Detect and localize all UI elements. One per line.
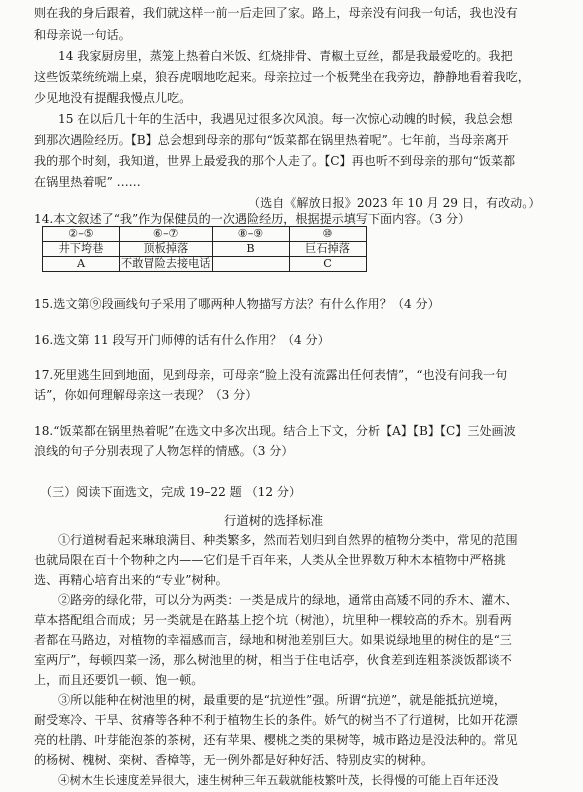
- passage-line: ③所以能种在树池里的树，最重要的是“抗逆性”强。所谓“抗逆”，就是能抵抗逆境，: [58, 693, 507, 707]
- table-header-cell: ⑩: [289, 227, 366, 242]
- passage-line: 到那次遇险经历。【B】总会想到母亲的那句“饭菜都在锅里热着呢”。七年前，当母亲离开: [34, 133, 509, 147]
- table-header-cell: ⑥–⑦: [120, 227, 213, 242]
- passage-line: 室两厅”，每顿四菜一汤，那么树池里的树，相当于住电话亭，伙食差到连粗茶淡饭都谈不: [34, 653, 512, 667]
- passage-line: 也就局限在百十个物种之内——它们是千百年来，人类从全世界数万种木本植物中严格挑: [34, 553, 506, 567]
- table-cell: [212, 257, 289, 272]
- passage-line: ②路旁的绿化带，可以分为两类：一类是成片的绿地，通常由高矮不同的乔木、灌木、: [58, 593, 518, 607]
- passage-line: 上，而且还要饥一顿、饱一顿。: [34, 673, 204, 687]
- question-17: 17.死里逃生回到地面，见到母亲，可母亲“脸上没有流露出任何表情”，“也没有问我一句: [34, 368, 508, 382]
- q14-table: [42, 226, 367, 272]
- table-cell: C: [289, 257, 366, 272]
- table-cell: 巨石掉落: [289, 242, 366, 257]
- passage-line: 15 在以后几十年的生活中，我遇见过很多次风浪。每一次惊心动魄的时候，我总会想: [58, 112, 513, 126]
- section-heading: （三）阅读下面选文，完成 19–22 题 （12 分）: [40, 485, 302, 499]
- passage-line: 少见地没有提醒我慢点儿吃。: [34, 91, 192, 105]
- table-cell: B: [212, 242, 289, 257]
- question-14: 14.本文叙述了“我”作为保健员的一次遇险经历，根据提示填写下面内容。（3 分）: [34, 212, 471, 226]
- question-18: 18.“饭菜都在锅里热着呢”在选文中多次出现。结合上下文，分析【A】【B】【C】三处画波: [34, 424, 516, 438]
- passage-line: 草本搭配组合而成；另一类就是在路基上挖个坑（树池），坑里种一棵较高的乔木。别看两: [34, 613, 512, 627]
- table-row: [43, 257, 367, 272]
- table-cell: A: [43, 257, 120, 272]
- source-note: （选自《解放日报》2023 年 10 月 29 日，有改动。）: [248, 196, 541, 210]
- passage-line: 耐受寒冷、干旱、贫瘠等各种不利于植物生长的条件。娇气的树当不了行道树，比如开花漂: [34, 713, 518, 727]
- table-header-cell: ⑧–⑨: [212, 227, 289, 242]
- question-17-cont: 话”，你如何理解母亲这一表现？（3 分）: [34, 388, 258, 402]
- passage-line: 选、再精心培育出来的“专业”树种。: [34, 573, 228, 587]
- table-row: [43, 242, 367, 257]
- question-18-cont: 浪线的句子分别表现了人物怎样的情感。（3 分）: [34, 444, 294, 458]
- passage-line: 这些饭菜统统端上桌，狼吞虎咽地吃起来。母亲拉过一个板凳坐在我旁边，静静地看着我吃，: [34, 70, 530, 84]
- passage-line: ④树木生长速度差异很大，速生树种三年五载就能枝繁叶茂，长得慢的可能上百年还没: [58, 773, 499, 787]
- table-cell: 井下垮巷: [43, 242, 120, 257]
- passage-line: 我的那个时刻，我知道，世界上最爱我的那个人走了。【C】再也听不到母亲的那句“饭菜都: [34, 154, 516, 168]
- passage-line: ①行道树看起来琳琅满目、种类繁多，然而若划归到自然界的植物分类中，常见的范围: [58, 533, 518, 547]
- table-cell: 顶板掉落: [120, 242, 213, 257]
- passage-line: 14 我家厨房里，蒸笼上热着白米饭、红烧排骨、青椒土豆丝，都是我最爱吃的。我把: [58, 49, 513, 63]
- passage-line: 亮的杜鹃、叶芽能泡茶的茶树，还有苹果、樱桃之类的果树等，城市路边是没法种的。常见: [34, 733, 518, 747]
- passage-line: 者都在马路边，对植物的幸福感而言，绿地和树池差别巨大。如果说绿地里的树住的是“三: [34, 633, 512, 647]
- table-row: [43, 227, 367, 242]
- passage-line: 则在我的身后跟着，我们就这样一前一后走回了家。路上，母亲没有问我一句话，我也没有: [34, 6, 518, 20]
- table-cell: 不敢冒险去接电话: [121, 257, 211, 270]
- passage-line: 的杨树、槐树、栾树、香樟等，无一例外都是好种好活、特别皮实的树种。: [34, 753, 434, 767]
- passage-title: 行道树的选择标准: [224, 513, 324, 528]
- table-header-cell: ②–⑤: [43, 227, 120, 242]
- passage-line: 和母亲说一句话。: [34, 28, 131, 42]
- passage-line: 在锅里热着呢” ……: [34, 175, 141, 189]
- question-15: 15.选文第⑨段画线句子采用了哪两种人物描写方法？有什么作用？（4 分）: [34, 297, 440, 311]
- question-16: 16.选文第 11 段写开门师傅的话有什么作用？（4 分）: [34, 333, 330, 347]
